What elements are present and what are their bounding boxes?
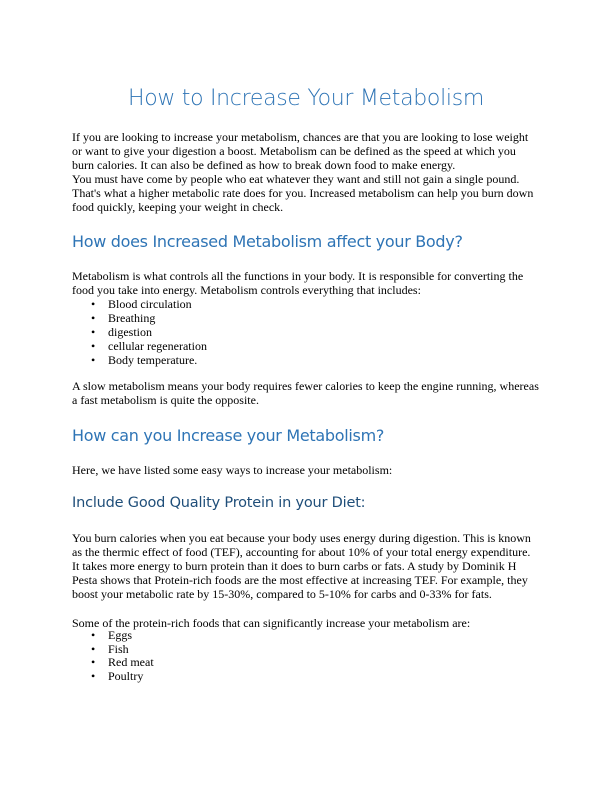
bullet-icon: • bbox=[91, 628, 96, 642]
intro-line: food quickly, keeping your weight in check. bbox=[72, 200, 284, 214]
list-item bbox=[91, 339, 207, 353]
intro-line: burn calories. It can also be defined as how to break down food to make energy. bbox=[72, 158, 456, 172]
section-heading: How does Increased Metabolism affect your Body? bbox=[72, 232, 463, 251]
list-item-text: Poultry bbox=[108, 669, 144, 683]
body-line: boost your metabolic rate by 15-30%, compared to 5-10% for carbs and 0-33% for fats. bbox=[72, 587, 492, 601]
body-line: Here, we have listed some easy ways to increase your metabolism: bbox=[72, 463, 393, 477]
bullet-icon: • bbox=[91, 339, 96, 353]
list-item bbox=[91, 353, 197, 367]
list-item bbox=[91, 669, 143, 683]
intro-line: That's what a higher metabolic rate does for you. Increased metabolism can help you burn down bbox=[72, 186, 534, 200]
body-line: You burn calories when you eat because your body uses energy during digestion. This is known bbox=[72, 531, 531, 545]
body-line: food you take into energy. Metabolism controls everything that includes: bbox=[72, 283, 421, 297]
bullet-icon: • bbox=[91, 669, 96, 683]
bullet-icon: • bbox=[91, 642, 96, 656]
body-line: Pesta shows that Protein-rich foods are the most effective at increasing TEF. For example, they bbox=[72, 573, 528, 587]
body-line: A slow metabolism means your body requires fewer calories to keep the engine running, whereas bbox=[72, 379, 539, 393]
list-item-text: Body temperature. bbox=[108, 353, 198, 367]
list-item-text: Red meat bbox=[108, 655, 154, 669]
body-line: Some of the protein-rich foods that can significantly increase your metabolism are: bbox=[72, 616, 471, 630]
body-line: Metabolism is what controls all the functions in your body. It is responsible for converting the bbox=[72, 269, 524, 283]
intro-line: If you are looking to increase your metabolism, chances are that you are looking to lose weight bbox=[72, 130, 529, 144]
list-item-text: Breathing bbox=[108, 311, 156, 325]
list-item-text: Fish bbox=[108, 642, 129, 656]
page-title: How to Increase Your Metabolism bbox=[128, 86, 484, 111]
list-item-text: digestion bbox=[108, 325, 152, 339]
intro-line: or want to give your digestion a boost. Metabolism can be defined as the speed at which you bbox=[72, 144, 516, 158]
intro-line: You must have come by people who eat whatever they want and still not gain a single pound. bbox=[72, 172, 520, 186]
body-line: It takes more energy to burn protein than it does to burn carbs or fats. A study by Dominik H bbox=[72, 559, 517, 573]
list-item bbox=[91, 311, 155, 325]
list-item-text: Eggs bbox=[108, 628, 132, 642]
list-item bbox=[91, 642, 129, 656]
section-heading: How can you Increase your Metabolism? bbox=[72, 426, 385, 445]
bullet-icon: • bbox=[91, 353, 96, 367]
list-item bbox=[91, 325, 152, 339]
list-item-text: Blood circulation bbox=[108, 297, 192, 311]
body-line: as the thermic effect of food (TEF), accounting for about 10% of your total energy expenditure. bbox=[72, 545, 531, 559]
bullet-icon: • bbox=[91, 297, 96, 311]
bullet-icon: • bbox=[91, 311, 96, 325]
list-item bbox=[91, 297, 192, 311]
subsection-heading: Include Good Quality Protein in your Diet: bbox=[72, 495, 366, 511]
body-line: a fast metabolism is quite the opposite. bbox=[72, 393, 259, 407]
list-item-text: cellular regeneration bbox=[108, 339, 207, 353]
list-item bbox=[91, 655, 154, 669]
bullet-icon: • bbox=[91, 655, 96, 669]
bullet-icon: • bbox=[91, 325, 96, 339]
list-item bbox=[91, 628, 132, 642]
